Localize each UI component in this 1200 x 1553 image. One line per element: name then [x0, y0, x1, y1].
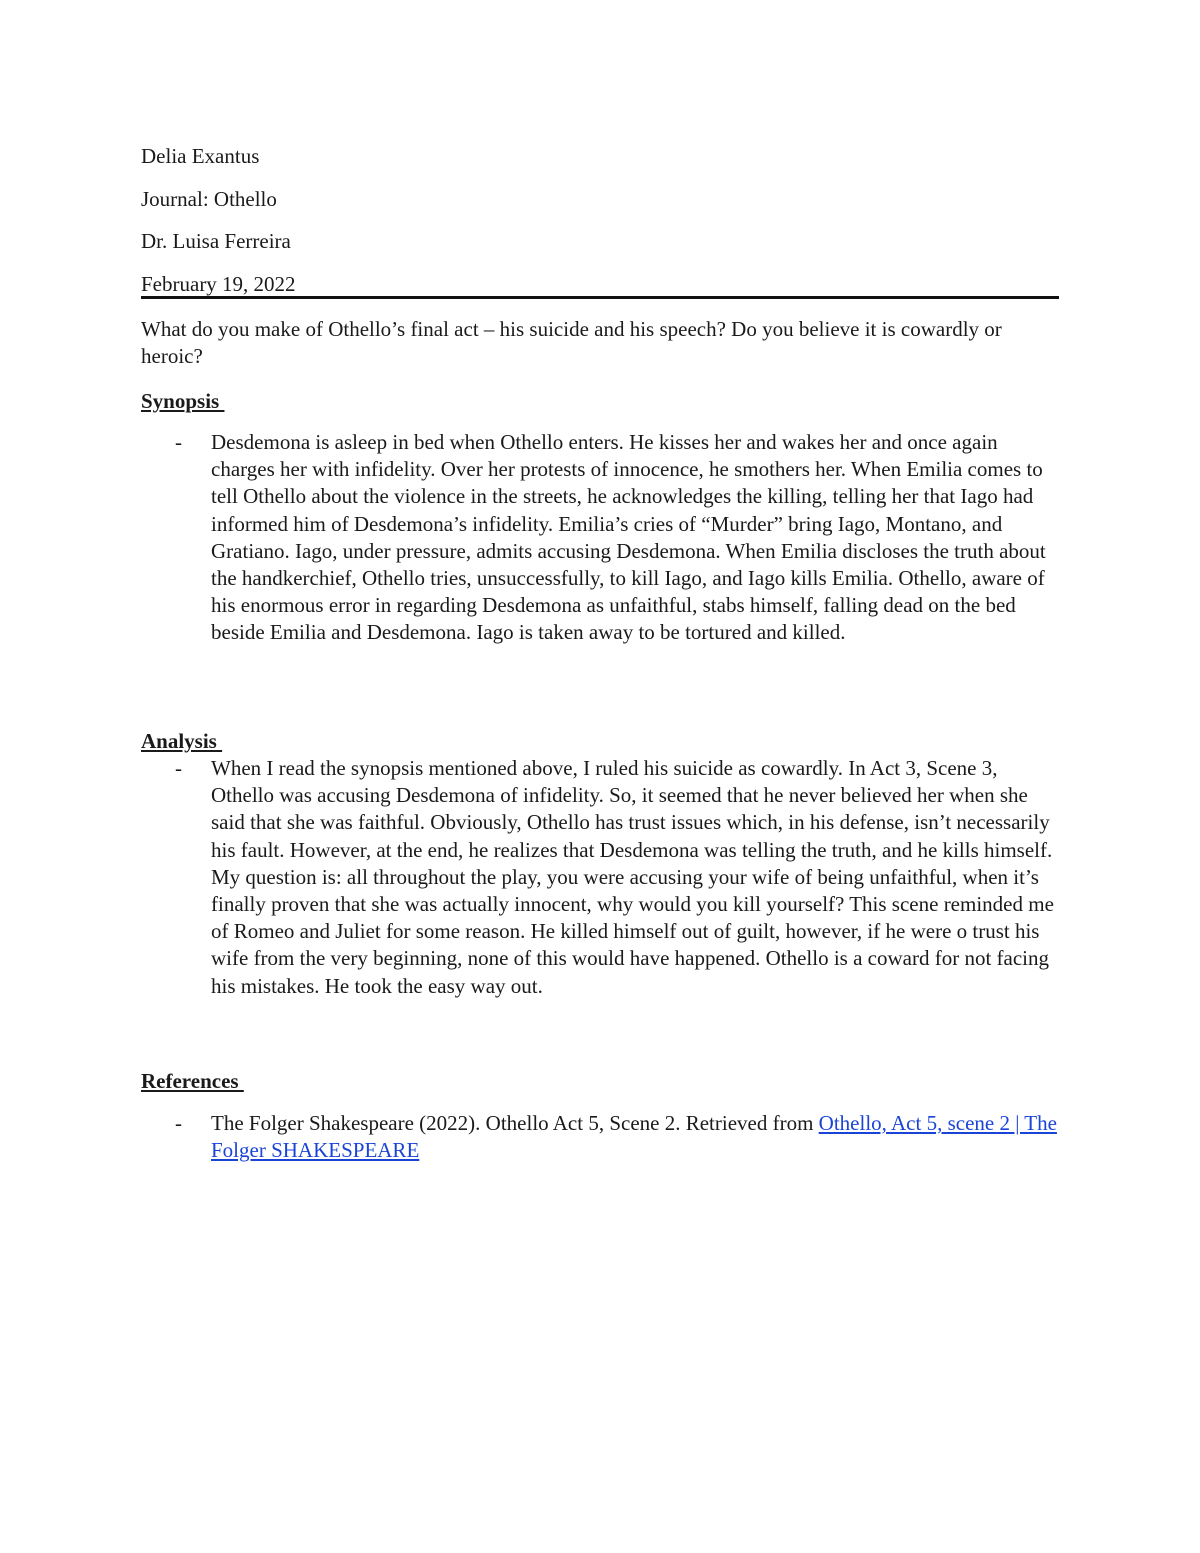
synopsis-text: Desdemona is asleep in bed when Othello enters. He kisses her and wakes her and once again charges her with infidelity. Over her protests of innocence, he smothers her. When Emilia comes to tell Othello about the violence in the streets, he acknowledges the killing, telling her that Iago had informed him of Desdemona’s infidelity. Emilia’s cries of “Murder” bring Iago, Montano, and Gratiano. Iago, under pressure, admits accusing Desdemona. When Emilia discloses the truth about the handkerchief, Othello tries, unsuccessfully, to kill Iago, and Iago kills Emilia. Othello, aware of his enormous error in regarding Desdemona as unfaithful, stabs himself, falling dead on the bed beside Emilia and Desdemona. Iago is taken away to be tortured and killed. [211, 430, 1046, 645]
reference-text: The Folger Shakespeare (2022). Othello Act 5, Scene 2. Retrieved from [211, 1111, 819, 1135]
assignment-title: Journal: Othello [141, 187, 277, 211]
bullet-dash: - [175, 430, 182, 454]
header-divider [141, 296, 1059, 299]
instructor-name: Dr. Luisa Ferreira [141, 229, 291, 253]
references-heading: References [141, 1069, 244, 1093]
analysis-text: When I read the synopsis mentioned above, I ruled his suicide as cowardly. In Act 3, Scene 3, Othello was accusing Desdemona of infidelity. So, it seemed that he never believed her when she said that she was faithful. Obviously, Othello has trust issues which, in his defense, isn’t necessarily his fault. However, at the end, he realizes that Desdemona was telling the truth, and he kills himself. My question is: all throughout the play, you were accusing your wife of being unfaithful, when it’s finally proven that she was actually innocent, why would you kill yourself? This scene reminded me of Romeo and Juliet for some reason. He killed himself out of guilt, however, if he were o trust his wife from the very beginning, none of this would have happened. Othello is a coward for not facing his mistakes. He took the easy way out. [211, 756, 1054, 998]
document-date: February 19, 2022 [141, 272, 296, 296]
author-name: Delia Exantus [141, 144, 260, 168]
synopsis-heading: Synopsis [141, 389, 225, 413]
analysis-heading: Analysis [141, 729, 223, 753]
reference-link[interactable]: Othello, Act 5, scene 2 | The Folger SHAKESPEARE [211, 1111, 1057, 1163]
bullet-dash: - [175, 1111, 182, 1135]
journal-prompt: What do you make of Othello’s final act – his suicide and his speech? Do you believe it is cowardly or heroic? [141, 317, 1002, 368]
reference-entry [211, 1110, 1059, 1164]
bullet-dash: - [175, 756, 182, 780]
